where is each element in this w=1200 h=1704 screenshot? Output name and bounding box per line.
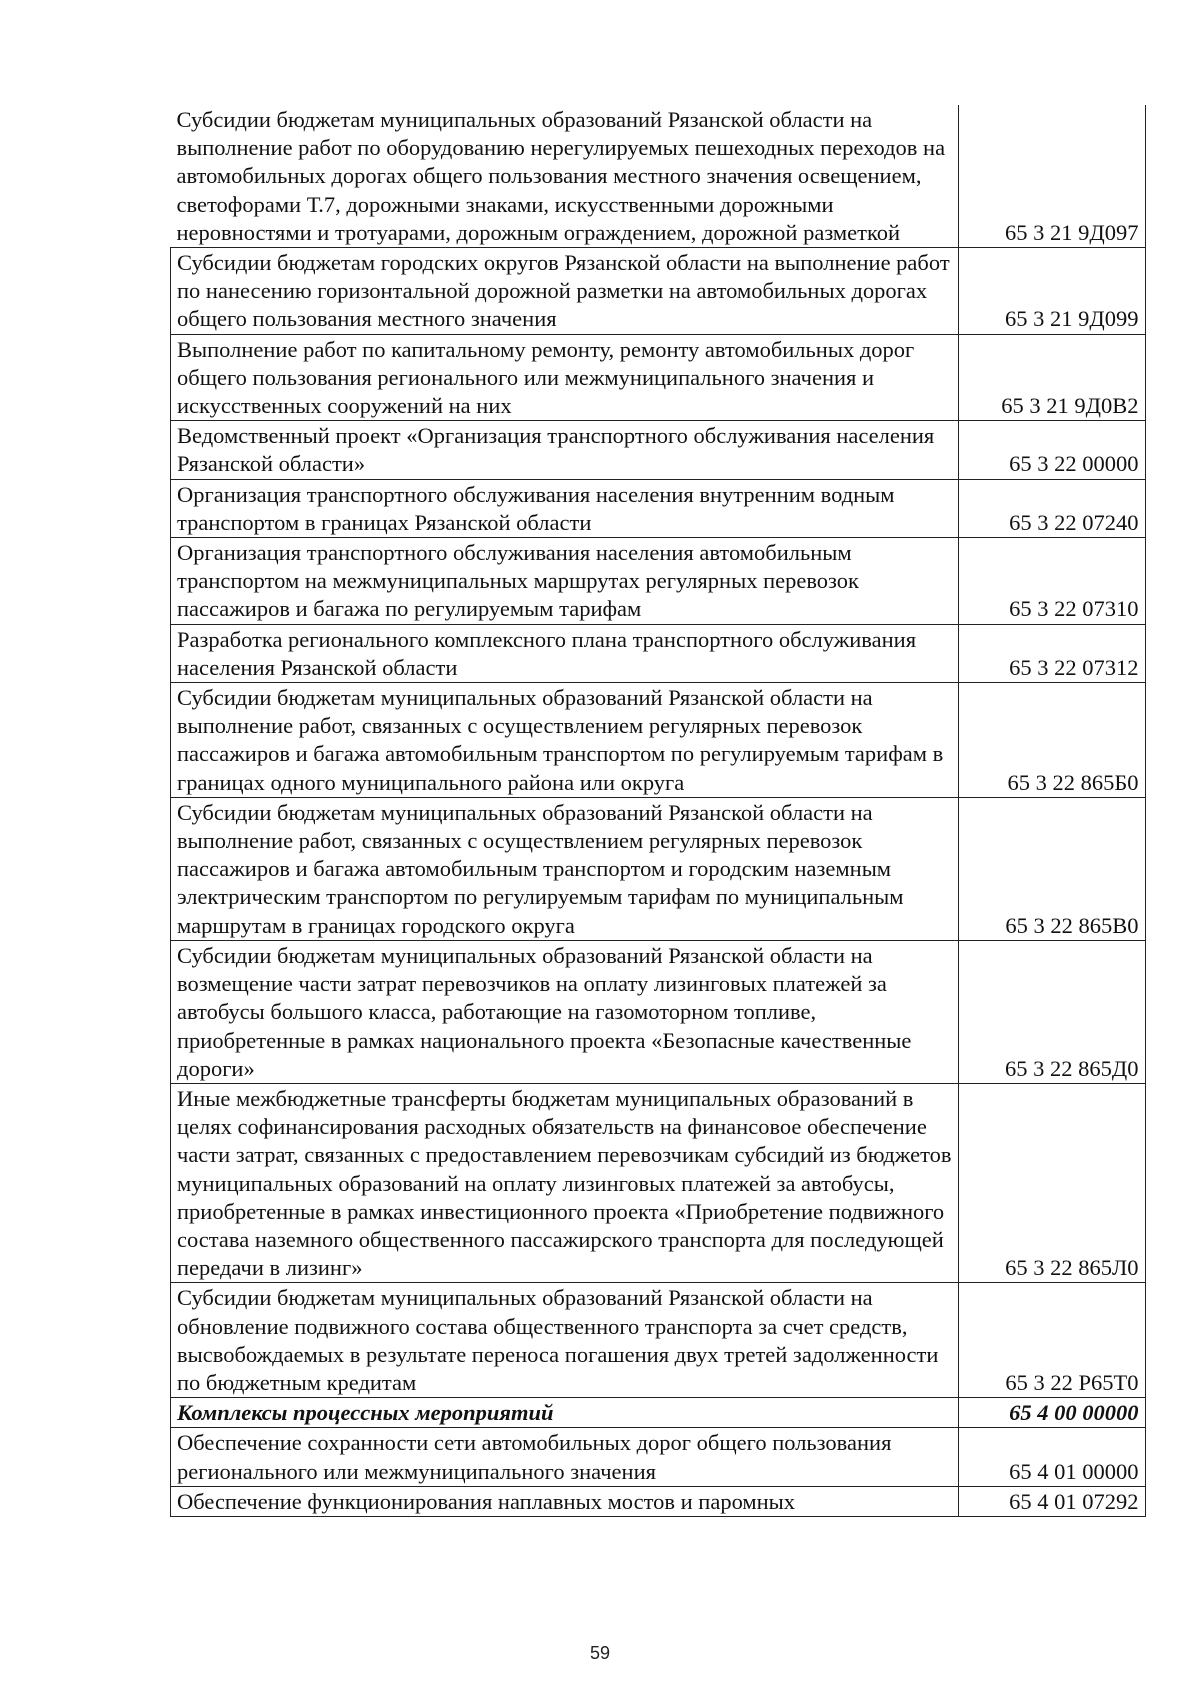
table-row-section-heading	[171, 1398, 1146, 1428]
table-row	[171, 421, 1146, 479]
row-name: Организация транспортного обслуживания населения автомобильным транспортом на межмуниципальных маршрутах регулярных перевозок пассажиров и багажа по регулируемым тарифам	[171, 538, 959, 625]
row-code: 65 3 21 9Д097	[958, 105, 1145, 248]
row-code: 65 4 00 00000	[958, 1398, 1145, 1428]
table-row	[171, 105, 1146, 248]
table-row	[171, 1083, 1146, 1282]
table-row	[171, 797, 1146, 940]
row-name: Комплексы процессных мероприятий	[171, 1398, 959, 1428]
row-name: Выполнение работ по капитальному ремонту, ремонту автомобильных дорог общего пользования регионального или межмуниципального значения и искусственных сооружений на них	[171, 334, 959, 421]
table-row	[171, 248, 1146, 335]
budget-classification-table	[170, 105, 1146, 1517]
row-code: 65 3 22 00000	[958, 421, 1145, 479]
page-number: 59	[589, 1643, 611, 1663]
row-name: Субсидии бюджетам муниципальных образований Рязанской области на выполнение работ, связанных с осуществлением регулярных перевозок пассажиров и багажа автомобильным транспортом по регулируемым тарифам в границах одного муниципального района или округа	[171, 683, 959, 798]
table-row	[171, 334, 1146, 421]
row-code: 65 3 22 865Д0	[958, 940, 1145, 1083]
table-row	[171, 940, 1146, 1083]
row-code: 65 3 22 865Л0	[958, 1083, 1145, 1282]
row-name: Обеспечение сохранности сети автомобильных дорог общего пользования регионального или межмуниципального значения	[171, 1428, 959, 1486]
row-name: Субсидии бюджетам муниципальных образований Рязанской области на возмещение части затрат перевозчиков на оплату лизинговых платежей за автобусы большого класса, работающие на газомоторном топливе, приобретенные в рамках национального проекта «Безопасные качественные дороги»	[171, 940, 959, 1083]
row-name: Иные межбюджетные трансферты бюджетам муниципальных образований в целях софинансирования расходных обязательств на финансовое обеспечение части затрат, связанных с предоставлением перевозчикам субсидий из бюджетов муниципальных образований на оплату лизинговых платежей за автобусы, приобретенные в рамках инвестиционного проекта «Приобретение подвижного состава наземного общественного пассажирского транспорта для последующей передачи в лизинг»	[171, 1083, 959, 1282]
table-row	[171, 683, 1146, 798]
row-name: Субсидии бюджетам муниципальных образований Рязанской области на обновление подвижного состава общественного транспорта за счет средств, высвобождаемых в результате переноса погашения двух третей задолженности по бюджетным кредитам	[171, 1283, 959, 1398]
row-code: 65 3 21 9Д0В2	[958, 334, 1145, 421]
row-code: 65 3 22 865Б0	[958, 683, 1145, 798]
row-code: 65 3 22 07240	[958, 479, 1145, 537]
table-row	[171, 538, 1146, 625]
row-code: 65 3 22 865В0	[958, 797, 1145, 940]
row-code: 65 3 22 07310	[958, 538, 1145, 625]
table-row	[171, 1428, 1146, 1486]
row-name: Субсидии бюджетам муниципальных образований Рязанской области на выполнение работ, связанных с осуществлением регулярных перевозок пассажиров и багажа автомобильным транспортом и городским наземным электрическим транспортом по регулируемым тарифам по муниципальным маршрутам в границах городского округа	[171, 797, 959, 940]
table-row	[171, 479, 1146, 537]
row-name: Ведомственный проект «Организация транспортного обслуживания населения Рязанской области»	[171, 421, 959, 479]
row-name: Субсидии бюджетам городских округов Рязанской области на выполнение работ по нанесению горизонтальной дорожной разметки на автомобильных дорогах общего пользования местного значения	[171, 248, 959, 335]
table-row	[171, 1283, 1146, 1398]
row-name: Обеспечение функционирования наплавных мостов и паромных	[171, 1486, 959, 1516]
row-code: 65 3 22 07312	[958, 624, 1145, 682]
row-code: 65 3 22 Р65Т0	[958, 1283, 1145, 1398]
row-name: Организация транспортного обслуживания населения внутренним водным транспортом в границах Рязанской области	[171, 479, 959, 537]
row-code: 65 4 01 00000	[958, 1428, 1145, 1486]
table-row	[171, 624, 1146, 682]
table-row	[171, 1486, 1146, 1516]
row-name: Разработка регионального комплексного плана транспортного обслуживания населения Рязанской области	[171, 624, 959, 682]
row-code: 65 4 01 07292	[958, 1486, 1145, 1516]
row-name: Субсидии бюджетам муниципальных образований Рязанской области на выполнение работ по оборудованию нерегулируемых пешеходных переходов на автомобильных дорогах общего пользования местного значения освещением, светофорами Т.7, дорожными знаками, искусственными дорожными неровностями и тротуарами, дорожным ограждением, дорожной разметкой	[171, 105, 959, 248]
row-code: 65 3 21 9Д099	[958, 248, 1145, 335]
